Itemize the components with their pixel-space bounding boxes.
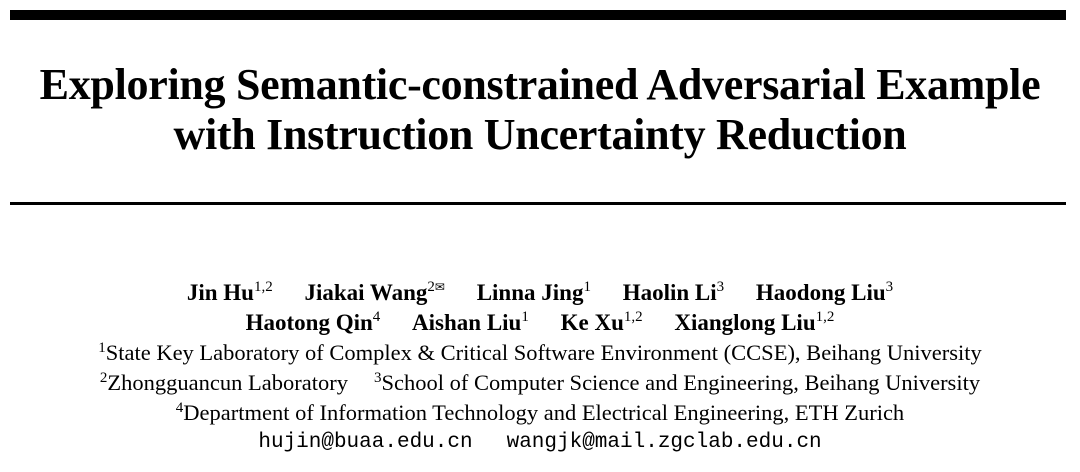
author-affil-sup: 3	[716, 279, 725, 295]
affiliation-text: School of Computer Science and Engineering, Beihang University	[381, 370, 981, 395]
affiliation-text: Department of Information Technology and Electrical Engineering, ETH Zurich	[183, 400, 905, 425]
email-address: wangjk@mail.zgclab.edu.cn	[506, 431, 822, 454]
email-address: hujin@buaa.edu.cn	[258, 431, 473, 454]
author-affil-sup: 2	[427, 279, 435, 295]
email-list	[0, 428, 1080, 458]
author-jin-hu	[187, 278, 273, 308]
author-affil-sup: 4	[372, 309, 381, 325]
affiliation-4	[0, 398, 1080, 428]
author-affil-sup: 1	[583, 279, 591, 295]
author-affil-sup: 1,2	[815, 309, 835, 325]
title-line-2: with Instruction Uncertainty Reduction	[173, 110, 907, 159]
affiliation-1	[0, 338, 1080, 368]
author-list	[0, 278, 1080, 338]
affiliation-row-2-3	[0, 368, 1080, 398]
author-affil-sup: 1,2	[623, 309, 643, 325]
author-haodong-liu	[756, 278, 893, 308]
author-name: Jiakai Wang	[304, 280, 428, 305]
author-name: Haodong Liu	[755, 280, 886, 305]
author-name: Haotong Qin	[245, 310, 373, 335]
paper-title	[0, 60, 1080, 160]
envelope-icon: ✉	[434, 280, 445, 294]
title-rule	[10, 202, 1066, 205]
author-ke-xu	[561, 308, 643, 338]
author-xianglong-liu	[674, 308, 834, 338]
affiliation-sup: 2	[99, 370, 108, 386]
affiliation-text: Zhongguancun Laboratory	[107, 370, 348, 395]
author-name: Ke Xu	[560, 310, 624, 335]
top-rule	[10, 10, 1066, 20]
affiliation-sup: 4	[175, 400, 184, 416]
affiliation-text: State Key Laboratory of Complex & Critical Software Environment (CCSE), Beihang University	[105, 340, 982, 365]
affiliation-sup: 1	[98, 340, 106, 356]
author-row-2	[0, 308, 1080, 338]
author-linna-jing	[477, 278, 591, 308]
author-haotong-qin	[246, 308, 381, 338]
author-haolin-li	[623, 278, 724, 308]
author-name: Aishan Liu	[412, 310, 522, 335]
author-aishan-liu	[412, 308, 529, 338]
author-name: Linna Jing	[476, 280, 584, 305]
title-line-1: Exploring Semantic-constrained Adversarial Example	[39, 60, 1041, 109]
author-name: Haolin Li	[622, 280, 717, 305]
author-affil-sup: 3	[885, 279, 894, 295]
author-affil-sup: 1	[521, 309, 529, 325]
author-name: Jin Hu	[186, 280, 254, 305]
affiliation-list	[0, 338, 1080, 428]
author-jiakai-wang	[304, 278, 445, 308]
author-affil-sup: 1,2	[253, 279, 273, 295]
affiliation-sup: 3	[373, 370, 382, 386]
author-row-1	[0, 278, 1080, 308]
author-name: Xianglong Liu	[674, 310, 816, 335]
